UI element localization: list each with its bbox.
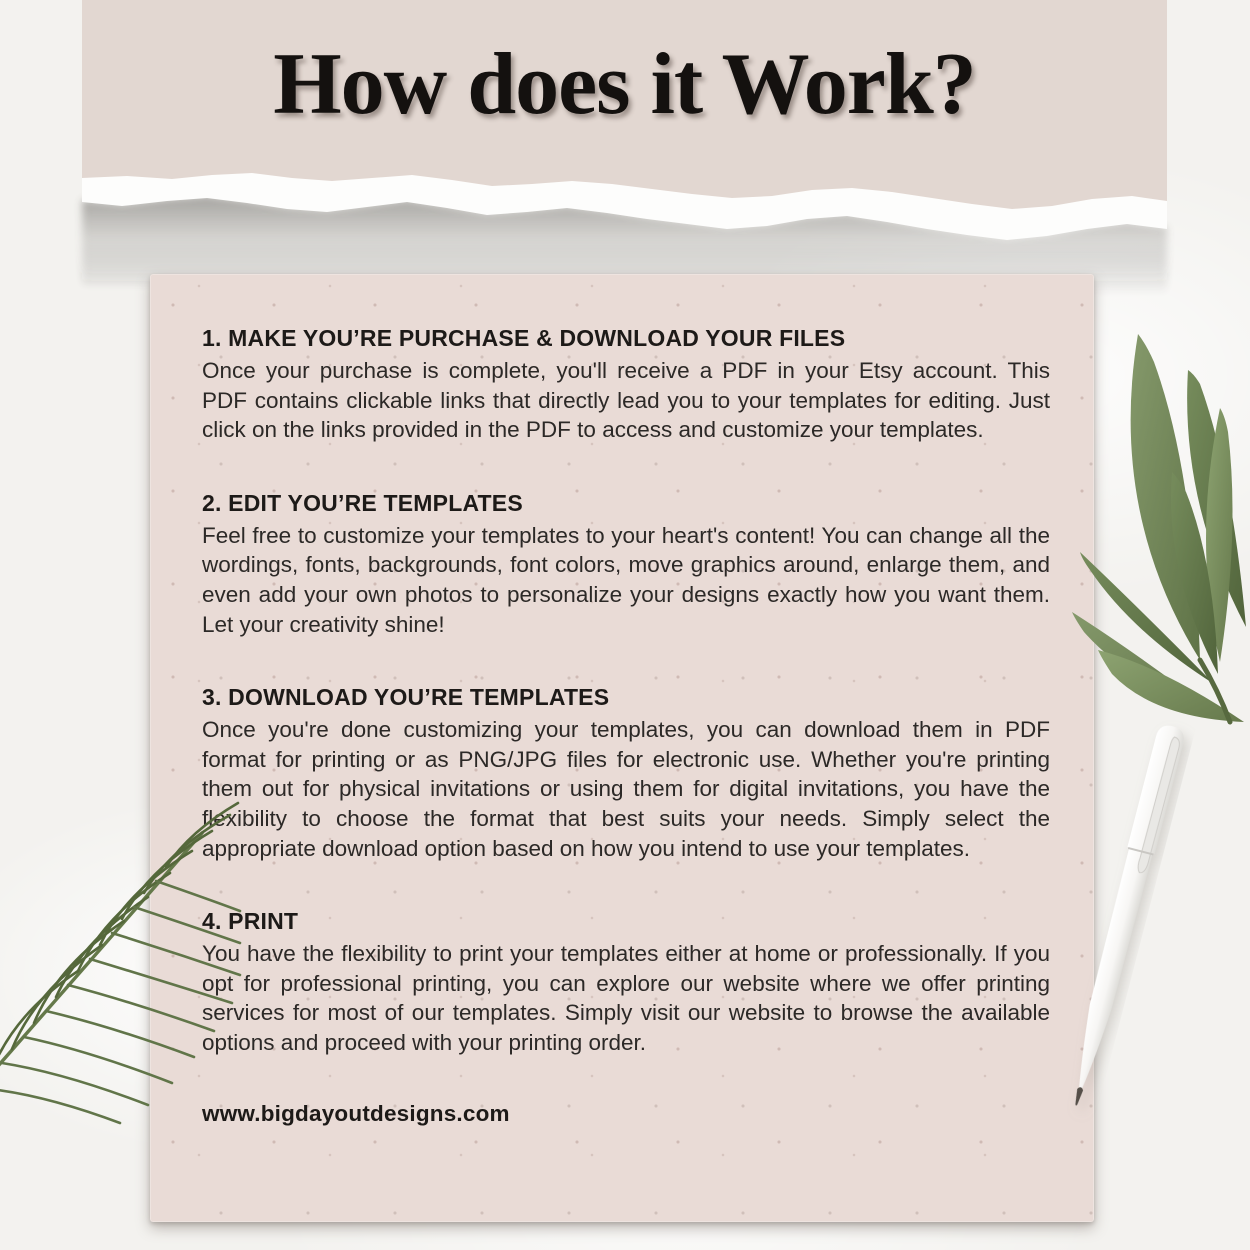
section-body: Once you're done customizing your templates, you can download them in PDF format for printing or as PNG/JPG files for electronic use. Whether you're printing them out for physical invitations or using them for digital invitations, you have the flexibility to choose the format that best suits your needs. Simply select the appropriate download option based on how you intend to use your templates. <box>202 717 1050 861</box>
palm-frond-icon <box>0 793 240 1128</box>
section-heading: 3. DOWNLOAD YOU’RE TEMPLATES <box>202 684 610 711</box>
section-purchase <box>202 323 1050 445</box>
section-body: You have the flexibility to print your templates either at home or professionally. If you opt for professional printing, you can explore our website where we offer printing services for most of our templates. Simply visit our website to browse the available options and proceed with your printing order. <box>202 941 1050 1055</box>
section-edit <box>202 488 1050 639</box>
page-title: How does it Work? <box>273 36 976 133</box>
website-url: www.bigdayoutdesigns.com <box>202 1100 510 1126</box>
section-heading: 2. EDIT YOU’RE TEMPLATES <box>202 489 523 516</box>
leafy-branch-icon <box>1068 322 1250 722</box>
section-download <box>202 682 1050 863</box>
instructions-card <box>150 274 1094 1222</box>
section-heading: 1. MAKE YOU’RE PURCHASE & DOWNLOAD YOUR FILES <box>202 325 846 351</box>
white-pen-icon <box>1008 710 1238 1130</box>
section-heading: 4. PRINT <box>202 908 299 935</box>
section-print <box>202 906 1050 1057</box>
instructions-content <box>202 323 1050 1127</box>
section-body: Once your purchase is complete, you'll receive a PDF in your Etsy account. This PDF contains clickable links that directly lead you to your templates for editing. Just click on the links provided in the PDF to access and customize your templates. <box>202 358 1050 443</box>
section-body: Feel free to customize your templates to your heart's content! You can change all the wordings, fonts, backgrounds, font colors, move graphics around, enlarge them, and even add your own photos to personalize your designs exactly how you want them. Let your creativity shine! <box>202 522 1050 637</box>
